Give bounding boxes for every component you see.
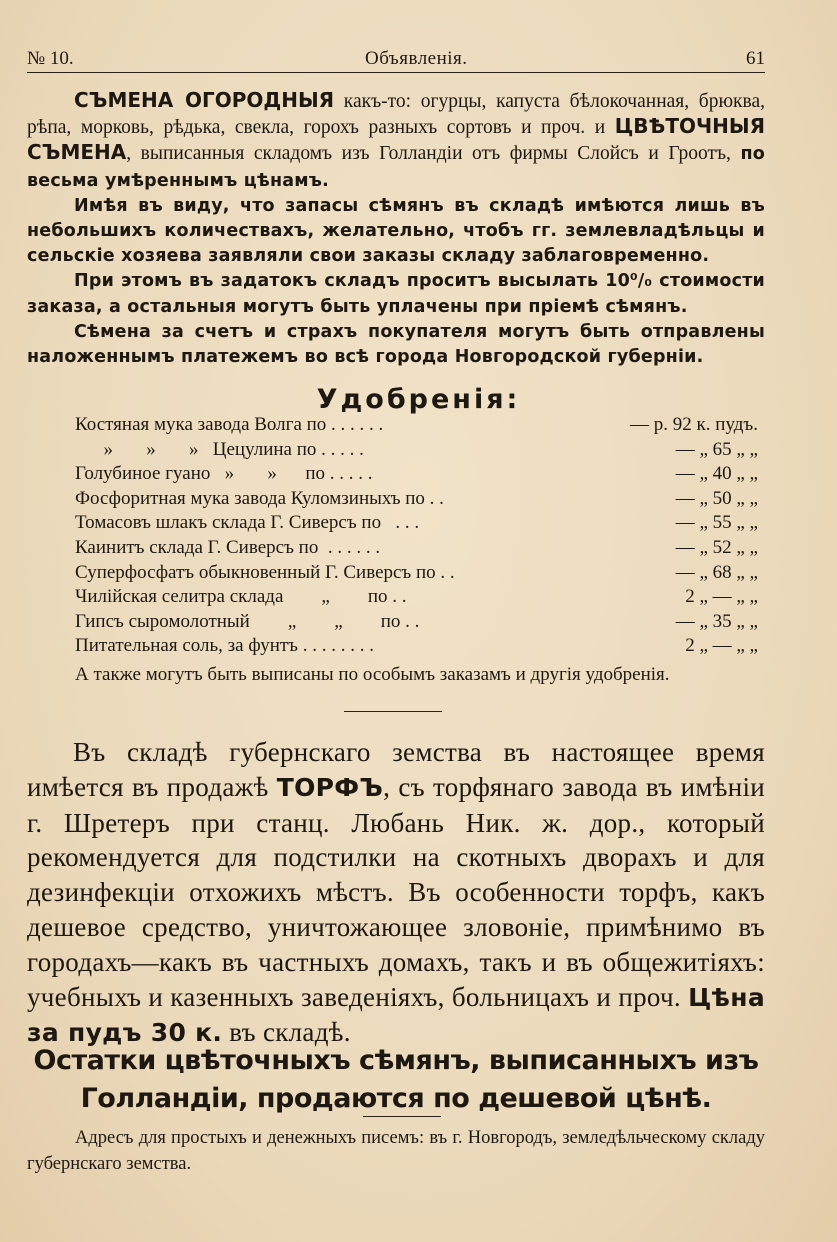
seeds-paragraph-1 xyxy=(27,88,765,194)
fertilizer-name: Каинитъ склада Г. Сиверсъ по . . . . . . xyxy=(75,536,381,558)
list-item xyxy=(75,414,765,439)
peat-paragraph xyxy=(27,735,765,1051)
fertilizer-price: — „ 52 „ „ xyxy=(675,536,758,558)
peat-text-1: Въ складѣ губернскаго земства въ настоящее время имѣется въ продажѣ xyxy=(27,737,765,802)
fertilizer-name: Чилійская селитра склада „ по . . xyxy=(75,586,407,608)
list-item xyxy=(75,512,765,537)
seeds-paragraph-3: При этомъ въ задатокъ складъ проситъ высылать 10⁰/₀ стоимости заказа, а остальныя могутъ быть уплачены при пріемѣ сѣмянъ. xyxy=(27,271,765,317)
list-item xyxy=(75,586,765,611)
section-divider xyxy=(344,711,442,712)
seeds-announcement xyxy=(27,88,765,370)
peat-product-name: ТОРФЪ xyxy=(276,772,384,802)
section-title: Объявленія. xyxy=(365,48,468,69)
list-item xyxy=(75,463,765,488)
header-rule xyxy=(27,72,765,73)
issue-number: № 10. xyxy=(27,48,74,69)
fertilizer-price: — „ 68 „ „ xyxy=(675,561,758,583)
fertilizers-note xyxy=(27,662,765,687)
seeds-text-2: , выписанныя складомъ изъ Голландіи отъ фирмы Слойсъ и Гроотъ, xyxy=(126,143,741,165)
seeds-paragraph-4: Сѣмена за счетъ и страхъ покупателя могутъ быть отправлены наложеннымъ платежемъ во всѣ города Новгородской губерніи. xyxy=(27,321,765,368)
fertilizer-price: — „ 50 „ „ xyxy=(675,487,758,509)
fertilizer-price: — „ 40 „ „ xyxy=(675,463,758,485)
fertilizer-price-list xyxy=(75,414,765,660)
address-text: Адресъ для простыхъ и денежныхъ писемъ: въ г. Новгородъ, земледѣльческому складу губернскаго земства. xyxy=(27,1128,765,1174)
fertilizer-price: — „ 35 „ „ xyxy=(675,610,758,632)
seeds-paragraph-2: Имѣя въ виду, что запасы сѣмянъ въ складѣ имѣются лишь въ небольшихъ количествахъ, желательно, чтобъ гг. землевладѣльцы и сельскіе хозяева заявляли свои заказы складу заблаговременно. xyxy=(27,195,765,267)
peat-price: Цѣна за пудъ 30 к. xyxy=(27,982,765,1048)
fertilizer-price: — „ 55 „ „ xyxy=(675,512,758,534)
seeds-price-note: по весьма умѣреннымъ цѣнамъ. xyxy=(27,144,765,191)
fertilizer-name: Гипсъ сыромолотный „ „ по . . xyxy=(75,610,420,632)
fertilizer-name: » » » Цецулина по . . . . . xyxy=(75,438,364,460)
peat-text-2: , съ торфянаго завода въ имѣніи г. Шретеръ при станц. Любань Ник. ж. дор., который рекомендуется для подстилки на скотныхъ дворахъ и для дезинфекціи отхожихъ мѣстъ. Въ особенности торфъ, какъ дешевое средство, уничтожающее зловоніе, примѣнимо въ городахъ—какъ въ частныхъ домахъ, такъ и въ общежитіяхъ: учебныхъ и казенныхъ заведеніяхъ, больницахъ и проч. xyxy=(27,771,766,1012)
list-item xyxy=(75,562,765,587)
page-header xyxy=(27,44,765,70)
fertilizer-name: Костяная мука завода Волга по . . . . . . xyxy=(75,414,384,435)
list-item xyxy=(75,488,765,513)
list-item xyxy=(75,537,765,562)
peat-text-3: въ складѣ. xyxy=(222,1017,351,1048)
fertilizer-price: 2 „ — „ „ xyxy=(685,635,758,657)
fertilizer-name: Томасовъ шлакъ склада Г. Сиверсъ по . . . xyxy=(75,512,420,534)
peat-announcement xyxy=(27,735,765,1051)
flower-seeds-notice: Остатки цвѣточныхъ сѣмянъ, выписанныхъ изъ Голландіи, продаются по дешевой цѣнѣ. xyxy=(33,1045,759,1114)
page-number: 61 xyxy=(746,48,765,69)
fertilizer-price: 2 „ — „ „ xyxy=(685,586,758,608)
section-divider xyxy=(363,1116,441,1117)
fertilizer-name: Суперфосфатъ обыкновенный Г. Сиверсъ по . . xyxy=(75,561,455,583)
fertilizer-name: Фосфоритная мука завода Куломзиныхъ по . . xyxy=(75,487,444,509)
fertilizer-name: Питательная соль, за фунтъ . . . . . . . . xyxy=(75,635,374,657)
fertilizers-note-text: А также могутъ быть выписаны по особымъ заказамъ и другія удобренія. xyxy=(75,664,670,685)
seeds-text-1: какъ-то: огурцы, капуста бѣлокочанная, брюква, рѣпа, морковь, рѣдька, свекла, горохъ разныхъ сортовъ и проч. и xyxy=(27,91,765,139)
fertilizers-heading: Удобренія: xyxy=(316,384,521,415)
list-item xyxy=(75,611,765,636)
list-item xyxy=(75,439,765,464)
address-note xyxy=(27,1126,765,1177)
fertilizer-name: Голубиное гуано » » по . . . . . xyxy=(75,463,373,485)
seeds-heading-vegetable: СЪМЕНА ОГОРОДНЫЯ xyxy=(74,88,335,112)
list-item xyxy=(75,635,765,660)
fertilizer-price: — „ 65 „ „ xyxy=(675,438,758,460)
seeds-heading-flower: ЦВѢТОЧНЫЯ СЪМЕНА xyxy=(27,114,765,165)
fertilizer-price: — р. 92 к. пудъ. xyxy=(630,414,758,435)
